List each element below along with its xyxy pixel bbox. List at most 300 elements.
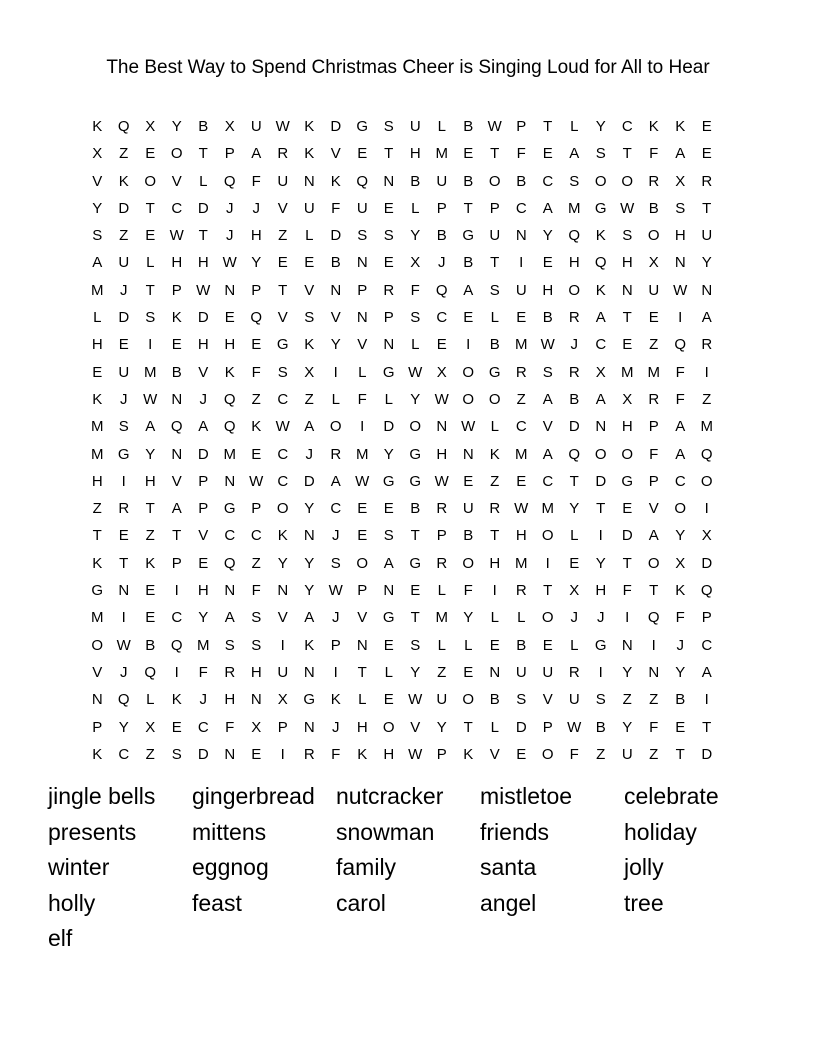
grid-letter: H <box>568 254 580 272</box>
grid-letter: F <box>410 281 420 299</box>
grid-letter: E <box>357 527 368 545</box>
grid-letter: O <box>647 554 660 572</box>
grid-letter: N <box>224 582 236 600</box>
grid-letter: V <box>357 609 368 627</box>
grid-letter: O <box>647 227 660 245</box>
grid-letter: P <box>224 145 235 163</box>
grid-letter: J <box>570 609 578 627</box>
grid-letter: U <box>648 281 660 299</box>
grid-letter: Q <box>117 118 130 135</box>
grid-letter: O <box>276 500 289 518</box>
grid-letter: G <box>223 500 236 518</box>
grid-letter: I <box>678 309 683 327</box>
grid-letter: L <box>411 199 420 217</box>
grid-letter: T <box>410 609 420 627</box>
grid-letter: U <box>277 663 289 681</box>
grid-letter: L <box>305 227 314 245</box>
grid-letter: U <box>542 663 554 681</box>
grid-letter: K <box>92 118 103 135</box>
grid-letter: M <box>91 609 104 627</box>
grid-letter: L <box>490 309 499 327</box>
grid-letter: R <box>489 500 501 518</box>
grid-letter: T <box>543 582 553 600</box>
grid-letter: M <box>541 500 554 518</box>
grid-letter: E <box>383 691 394 709</box>
grid-letter: L <box>358 363 367 381</box>
grid-letter: F <box>251 582 261 600</box>
grid-letter: B <box>171 363 182 381</box>
grid-letter: I <box>704 691 709 709</box>
grid-letter: R <box>277 145 289 163</box>
grid-letter: R <box>568 309 580 327</box>
grid-letter: K <box>304 636 315 654</box>
grid-letter: N <box>224 745 236 763</box>
grid-letter: J <box>332 718 340 736</box>
grid-letter: V <box>198 363 209 381</box>
grid-letter: J <box>676 636 684 654</box>
grid-letter: L <box>490 718 499 736</box>
grid-letter: T <box>675 745 685 763</box>
grid-letter: L <box>411 336 420 354</box>
grid-letter: D <box>515 718 527 736</box>
grid-letter: P <box>277 718 288 736</box>
grid-letter: T <box>490 527 500 545</box>
grid-letter: I <box>598 663 603 681</box>
grid-letter: T <box>622 554 632 572</box>
grid-letter: O <box>382 718 395 736</box>
grid-letter: W <box>116 636 131 654</box>
grid-letter: J <box>120 390 128 408</box>
grid-letter: G <box>621 472 634 490</box>
grid-letter: U <box>462 500 474 518</box>
grid-letter: A <box>304 418 315 436</box>
grid-letter: T <box>702 199 712 217</box>
grid-letter: U <box>436 691 448 709</box>
grid-letter: E <box>198 554 209 572</box>
grid-letter: K <box>92 390 103 408</box>
grid-letter: O <box>541 745 554 763</box>
grid-letter: D <box>197 745 209 763</box>
grid-letter: I <box>492 582 497 600</box>
grid-letter: I <box>704 363 709 381</box>
grid-letter: A <box>675 445 686 463</box>
grid-letter: B <box>463 254 474 272</box>
grid-letter: T <box>569 472 579 490</box>
grid-letter: C <box>118 745 130 763</box>
grid-letter: G <box>382 472 395 490</box>
grid-letter: V <box>330 145 341 163</box>
grid-letter: O <box>541 527 554 545</box>
grid-letter: G <box>409 554 422 572</box>
grid-letter: L <box>490 609 499 627</box>
grid-letter: E <box>171 336 182 354</box>
grid-letter: Y <box>701 254 712 272</box>
grid-letter: N <box>621 636 633 654</box>
grid-letter: V <box>410 718 421 736</box>
grid-letter: Q <box>594 254 607 272</box>
grid-letter: C <box>674 472 686 490</box>
grid-letter: P <box>198 472 209 490</box>
grid-letter: N <box>91 691 103 709</box>
grid-letter: L <box>437 636 446 654</box>
grid-letter: E <box>251 336 262 354</box>
word-list-item: family <box>336 854 397 880</box>
grid-letter: A <box>569 145 580 163</box>
grid-letter: I <box>519 254 524 272</box>
grid-letter: N <box>621 281 633 299</box>
grid-letter: F <box>225 718 235 736</box>
grid-letter: B <box>542 309 553 327</box>
grid-letter: W <box>408 363 423 381</box>
grid-letter: C <box>542 172 554 190</box>
grid-letter: Y <box>304 582 315 600</box>
grid-letter: F <box>649 145 659 163</box>
grid-letter: H <box>515 527 527 545</box>
grid-letter: F <box>251 172 261 190</box>
grid-letter: X <box>251 718 262 736</box>
grid-letter: T <box>145 500 155 518</box>
grid-letter: G <box>462 227 475 245</box>
grid-letter: X <box>622 390 633 408</box>
grid-letter: I <box>121 472 126 490</box>
grid-letter: K <box>92 554 103 572</box>
grid-letter: F <box>622 582 632 600</box>
grid-letter: H <box>197 582 209 600</box>
grid-letter: V <box>542 691 553 709</box>
grid-letter: Y <box>542 227 553 245</box>
grid-letter: A <box>542 390 553 408</box>
grid-letter: A <box>675 145 686 163</box>
grid-letter: N <box>330 281 342 299</box>
grid-letter: A <box>595 390 606 408</box>
grid-letter: O <box>329 418 342 436</box>
grid-letter: S <box>92 227 103 245</box>
grid-letter: W <box>275 418 290 436</box>
grid-letter: N <box>674 254 686 272</box>
grid-letter: B <box>595 718 606 736</box>
grid-letter: Z <box>251 390 261 408</box>
grid-letter: S <box>410 309 421 327</box>
grid-letter: I <box>148 336 153 354</box>
grid-letter: V <box>330 309 341 327</box>
grid-letter: L <box>570 636 579 654</box>
grid-letter: T <box>357 663 367 681</box>
grid-letter: S <box>171 745 182 763</box>
word-list-item: elf <box>48 925 73 951</box>
grid-letter: Y <box>675 663 686 681</box>
grid-letter: E <box>569 554 580 572</box>
grid-letter: B <box>463 172 474 190</box>
grid-letter: Y <box>675 527 686 545</box>
grid-letter: Q <box>700 582 713 600</box>
grid-letter: B <box>145 636 156 654</box>
grid-letter: T <box>198 145 208 163</box>
grid-letter: L <box>437 582 446 600</box>
grid-letter: S <box>357 227 368 245</box>
grid-letter: Z <box>119 227 129 245</box>
grid-letter: T <box>145 281 155 299</box>
grid-letter: D <box>118 309 130 327</box>
grid-letter: B <box>516 636 527 654</box>
grid-letter: Q <box>700 445 713 463</box>
grid-letter: Z <box>145 745 155 763</box>
grid-letter: J <box>332 609 340 627</box>
grid-letter: K <box>330 691 341 709</box>
grid-letter: X <box>224 118 235 135</box>
grid-letter: A <box>595 309 606 327</box>
grid-letter: T <box>543 118 553 135</box>
grid-letter: T <box>278 281 288 299</box>
grid-letter: E <box>542 145 553 163</box>
grid-letter: L <box>358 691 367 709</box>
grid-letter: Y <box>569 500 580 518</box>
grid-letter: J <box>438 254 446 272</box>
grid-letter: W <box>514 500 529 518</box>
grid-letter: W <box>434 390 449 408</box>
grid-letter: P <box>171 554 182 572</box>
grid-letter: Z <box>304 390 314 408</box>
grid-letter: Z <box>649 745 659 763</box>
grid-letter: N <box>171 390 183 408</box>
grid-letter: I <box>704 500 709 518</box>
grid-letter: M <box>435 609 448 627</box>
grid-letter: R <box>224 663 236 681</box>
grid-letter: B <box>436 227 447 245</box>
grid-letter: P <box>542 718 553 736</box>
grid-letter: Y <box>595 554 606 572</box>
grid-letter: L <box>570 527 579 545</box>
grid-letter: S <box>569 172 580 190</box>
grid-letter: S <box>383 118 394 135</box>
grid-letter: U <box>621 745 633 763</box>
grid-letter: Y <box>304 500 315 518</box>
grid-letter: E <box>516 745 527 763</box>
grid-letter: S <box>675 199 686 217</box>
word-list-item: tree <box>624 889 664 916</box>
grid-letter: G <box>488 363 501 381</box>
grid-letter: K <box>92 745 103 763</box>
grid-letter: U <box>436 172 448 190</box>
grid-letter: B <box>489 691 500 709</box>
grid-letter: M <box>144 363 157 381</box>
grid-letter: P <box>436 745 447 763</box>
grid-letter: Z <box>437 663 447 681</box>
grid-letter: N <box>383 172 395 190</box>
grid-letter: G <box>356 118 369 135</box>
grid-letter: O <box>674 500 687 518</box>
grid-letter: F <box>357 390 367 408</box>
grid-letter: O <box>488 172 501 190</box>
grid-letter: I <box>651 636 656 654</box>
grid-letter: R <box>118 500 130 518</box>
grid-letter: Y <box>171 118 182 135</box>
grid-letter: E <box>489 636 500 654</box>
grid-letter: X <box>145 118 156 135</box>
grid-letter: A <box>330 472 341 490</box>
grid-letter: I <box>360 418 365 436</box>
grid-letter: S <box>145 309 156 327</box>
grid-letter: I <box>121 609 126 627</box>
grid-letter: Q <box>250 309 263 327</box>
grid-letter: P <box>330 636 341 654</box>
grid-letter: Y <box>410 227 421 245</box>
grid-letter: C <box>277 472 289 490</box>
grid-letter: I <box>280 745 285 763</box>
grid-letter: Z <box>649 336 659 354</box>
grid-letter: N <box>303 172 315 190</box>
grid-letter: M <box>515 554 528 572</box>
word-list-item: jolly <box>624 854 664 880</box>
word-list-item: holiday <box>624 818 697 845</box>
grid-letter: Q <box>223 172 236 190</box>
grid-letter: E <box>145 227 156 245</box>
grid-letter: B <box>648 199 659 217</box>
grid-letter: T <box>172 527 182 545</box>
grid-letter: L <box>93 309 102 327</box>
grid-letter: S <box>516 691 527 709</box>
grid-letter: M <box>700 418 713 436</box>
grid-letter: Y <box>330 336 341 354</box>
grid-letter: Z <box>596 745 606 763</box>
grid-letter: P <box>251 500 262 518</box>
grid-letter: M <box>197 636 210 654</box>
grid-letter: P <box>357 281 368 299</box>
grid-letter: B <box>198 118 209 135</box>
grid-letter: M <box>91 445 104 463</box>
grid-letter: U <box>701 227 713 245</box>
grid-letter: A <box>251 145 262 163</box>
grid-letter: A <box>675 418 686 436</box>
grid-letter: N <box>701 281 713 299</box>
grid-letter: T <box>622 309 632 327</box>
grid-letter: X <box>595 363 606 381</box>
grid-letter: T <box>198 227 208 245</box>
grid-letter: Y <box>436 718 447 736</box>
grid-letter: S <box>542 363 553 381</box>
grid-letter: C <box>515 199 527 217</box>
grid-letter: Q <box>170 418 183 436</box>
word-list <box>48 780 768 958</box>
grid-letter: L <box>199 172 208 190</box>
grid-letter: X <box>569 582 580 600</box>
grid-letter: Y <box>277 554 288 572</box>
grid-letter: I <box>545 554 550 572</box>
grid-letter: Y <box>145 445 156 463</box>
grid-letter: F <box>675 390 685 408</box>
grid-letter: C <box>277 390 289 408</box>
grid-letter: W <box>249 472 264 490</box>
grid-letter: K <box>595 281 606 299</box>
word-list-item: mistletoe <box>480 783 573 809</box>
word-list-item: winter <box>48 854 110 880</box>
grid-letter: O <box>462 363 475 381</box>
grid-letter: A <box>145 418 156 436</box>
grid-letter: O <box>356 554 369 572</box>
grid-letter: X <box>648 254 659 272</box>
grid-letter: C <box>330 500 342 518</box>
grid-letter: T <box>410 527 420 545</box>
grid-letter: M <box>356 445 369 463</box>
grid-letter: A <box>542 445 553 463</box>
grid-letter: V <box>198 527 209 545</box>
grid-letter: F <box>516 145 526 163</box>
grid-letter: D <box>621 527 633 545</box>
grid-letter: D <box>330 227 342 245</box>
grid-letter: Y <box>251 254 262 272</box>
grid-letter: H <box>621 254 633 272</box>
grid-letter: O <box>462 390 475 408</box>
grid-letter: L <box>490 418 499 436</box>
grid-letter: O <box>462 691 475 709</box>
grid-letter: E <box>118 336 129 354</box>
grid-letter: H <box>224 336 236 354</box>
grid-letter: W <box>461 418 476 436</box>
grid-letter: T <box>463 199 473 217</box>
grid-letter: X <box>277 691 288 709</box>
grid-letter: B <box>463 118 474 135</box>
word-list-item: gingerbread <box>192 783 315 809</box>
grid-letter: F <box>463 582 473 600</box>
grid-letter: V <box>489 745 500 763</box>
grid-letter: R <box>515 363 527 381</box>
grid-letter: U <box>250 118 262 135</box>
grid-letter: P <box>92 718 103 736</box>
grid-letter: G <box>117 445 130 463</box>
grid-letter: U <box>277 172 289 190</box>
grid-letter: W <box>169 227 184 245</box>
grid-letter: A <box>463 281 474 299</box>
grid-letter: J <box>226 199 234 217</box>
grid-letter: S <box>277 363 288 381</box>
grid-letter: S <box>622 227 633 245</box>
grid-letter: H <box>197 336 209 354</box>
grid-letter: E <box>383 254 394 272</box>
grid-letter: K <box>224 363 235 381</box>
grid-letter: E <box>701 145 712 163</box>
grid-letter: Q <box>144 663 157 681</box>
grid-letter: E <box>251 445 262 463</box>
grid-letter: D <box>197 199 209 217</box>
grid-letter: S <box>118 418 129 436</box>
grid-letter: L <box>384 390 393 408</box>
grid-letter: K <box>357 745 368 763</box>
grid-letter: F <box>331 745 341 763</box>
grid-letter: K <box>330 172 341 190</box>
grid-letter: Y <box>92 199 103 217</box>
grid-letter: N <box>118 582 130 600</box>
grid-letter: L <box>384 663 393 681</box>
grid-letter: W <box>196 281 211 299</box>
grid-letter: E <box>383 199 394 217</box>
grid-letter: V <box>171 472 182 490</box>
grid-letter: T <box>119 554 129 572</box>
grid-letter: I <box>174 663 179 681</box>
grid-letter: H <box>436 445 448 463</box>
grid-letter: W <box>222 254 237 272</box>
grid-letter: G <box>409 445 422 463</box>
grid-letter: K <box>648 118 659 135</box>
grid-letter: B <box>675 691 686 709</box>
grid-letter: T <box>145 199 155 217</box>
grid-letter: L <box>146 254 155 272</box>
grid-letter: H <box>383 745 395 763</box>
grid-letter: T <box>490 145 500 163</box>
grid-letter: N <box>224 281 236 299</box>
grid-letter: Z <box>92 500 102 518</box>
grid-letter: I <box>333 363 338 381</box>
word-list-item: santa <box>480 854 537 880</box>
word-list-item: presents <box>48 818 137 845</box>
